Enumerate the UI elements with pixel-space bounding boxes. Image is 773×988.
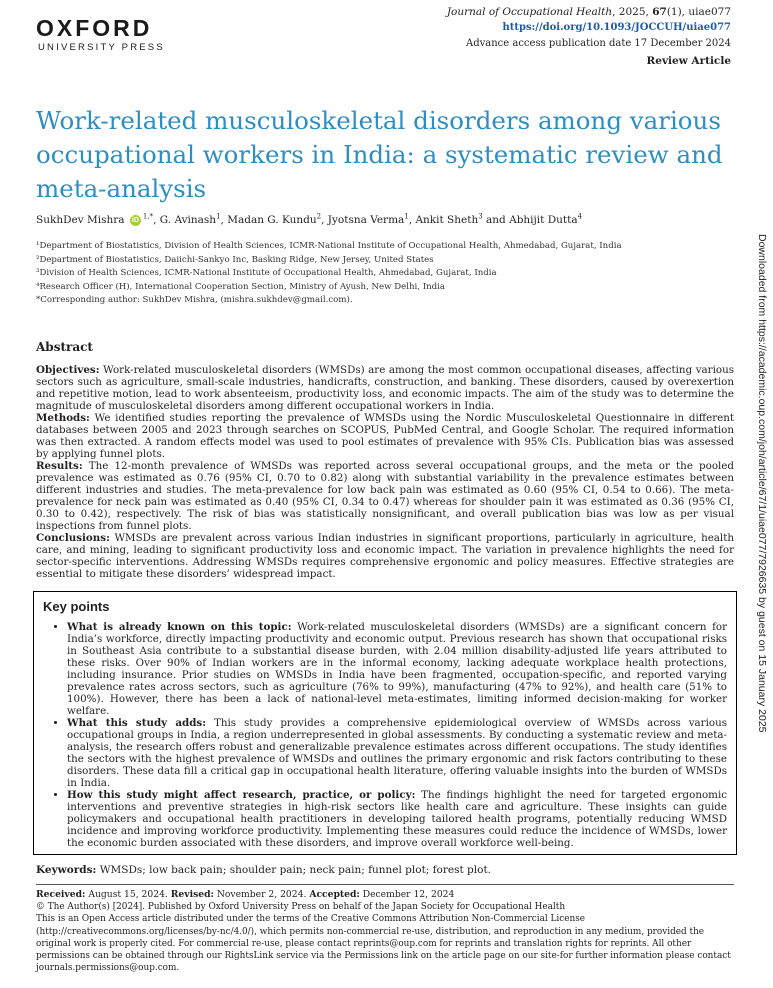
author-list [36,214,582,226]
journal-header [447,4,731,69]
author-separator: , [220,214,228,226]
author-separator: , [408,214,416,226]
affiliation-item: ⁴Research Officer (H), International Cooperation Section, Ministry of Ayush, New Delhi, India [36,281,446,292]
author-affil-sup: 1 [404,212,409,221]
author-name[interactable]: Abhijit Dutta [509,214,578,226]
key-point-text: Work-related musculoskeletal disorders (WMSDs) are a significant concern for India’s workforce, directly impacting productivity and economic output. Previous research has shown that occupational risks in Southeast Asia contribute to a substantial disease burden, with 2.04 million disability-adjusted life years attributed to these risks. Over 90% of Indian workers are in the informal economy, lacking adequate workplace health protections, including insurance. Prior studies on WMSDs in India have been fragmented, occupation-specific, and reported varying prevalence rates across sectors, such as agriculture (76% to 99%), manufacturing (47% to 92%), and health care (51% to 100%). However, there has been a lack of national-level meta-estimates, limiting informed decision-making for worker welfare. [67,621,727,717]
dates-line [36,889,734,901]
journal-year: , 2025, [612,6,653,18]
key-point-item [67,621,727,717]
affiliation-item: ¹Department of Biostatistics, Division of Health Sciences, ICMR-National Institute of Occupational Health, Ahmedabad, Gujarat, India [36,241,622,251]
article-title: Work-related musculoskeletal disorders among various occupational workers in India: a systematic review and meta-analysis [36,106,723,203]
journal-citation [447,4,731,20]
orcid-icon[interactable]: iD [131,216,139,224]
accepted-label: Accepted: [309,889,360,900]
advance-access-date: Advance access publication date 17 December 2024 [466,38,731,49]
author-affil-sup: 2 [316,212,322,221]
abstract-conclusions [36,532,734,580]
author-name[interactable]: Ankit Sheth [415,214,479,226]
journal-name: Journal of Occupational Health [446,6,613,18]
doi-link[interactable]: https://doi.org/10.1093/JOCCUH/uiae077 [502,22,731,33]
keywords-text: WMSDs; low back pain; shoulder pain; neck pain; funnel plot; forest plot. [96,864,492,876]
keywords-label: Keywords: [36,864,97,876]
article-footer [36,884,734,974]
oxford-logo [36,16,165,53]
key-point-text: This study provides a comprehensive epidemiological overview of WMSDs across various occupational groups in India, a region underrepresented in global assessments. By conducting a systematic review and meta-analysis, the research offers robust and generalizable prevalence estimates across different occupations. The study identifies the sectors with the highest prevalence of WMSDs and outlines the primary ergonomic and risk factors contributing to these disorders. These data fill a critical gap in occupational health literature, offering valuable insights into the burden of WMSDs in India. [67,717,727,789]
key-points-heading: Key points [43,599,110,614]
abstract-text: WMSDs are prevalent across various Indian industries in significant proportions, particularly in agriculture, health care, and mining, leading to significant productivity loss and economic impact. The variation in prevalence highlights the need for sector-specific interventions. Addressing WMSDs requires comprehensive ergonomic and policy measures. Effective strategies are essential to mitigate these disorders’ widespread impact. [36,532,734,580]
author-affil-sup: 3 [478,212,483,221]
key-point-item [67,789,727,849]
key-point-label: What this study adds: [67,717,207,729]
abstract-text: Work-related musculoskeletal disorders (WMSDs) are among the most common occupational diseases, affecting various sectors such as agriculture, small-scale industries, handicrafts, construction, and banking. These disorders, caused by overexertion and repetitive motion, lead to work absenteeism, productivity loss, and economic impacts. The aim of the study was to determine the magnitude of musculoskeletal disorders among different occupational workers in India. [36,364,734,412]
keywords [36,864,491,876]
revised-label: Revised: [170,889,214,900]
key-point-label: How this study might affect research, practice, or policy: [67,789,416,801]
key-point-label: What is already known on this topic: [67,621,292,633]
author-and: and [482,214,510,226]
revised-date: November 2, 2024. [213,889,310,900]
abstract-section [36,340,734,580]
download-note: Downloaded from https://academic.oup.com/joh/article/67/1/uiae077/7926635 by guest on 15 January 2025 [756,234,768,733]
logo-main-text: OXFORD [36,15,153,41]
abstract-heading: Abstract [36,340,93,354]
abstract-text: The 12-month prevalence of WMSDs was reported across several occupational groups, and the meta or the pooled prevalence was estimated as 0.76 (95% CI, 0.70 to 0.82) along with substantial variability in the prevalence estimates between different industries and studies. The meta-prevalence for low back pain was estimated as 0.60 (95% CI, 0.54 to 0.66). The meta-prevalence for neck pain was estimated as 0.40 (95% CI, 0.34 to 0.47) whereas for shoulder pain it was estimated as 0.36 (95% CI, 0.30 to 0.42), respectively. The risk of bias was statistically nonsignificant, and overall publication bias was low as per visual inspections from funnel plots. [36,460,734,532]
corresponding-author: *Corresponding author: SukhDev Mishra, (mishra.sukhdev@gmail.com). [36,295,353,305]
key-point-text: The findings highlight the need for targeted ergonomic interventions and preventive strategies in high-risk sectors like health care and agriculture. These insights can guide policymakers and occupational health practitioners in developing tailored health programs, potentially reducing WMSD incidence and improving workforce productivity. Implementing these measures could reduce the incidence of WMSDs, lower the economic burden associated with these disorders, and improve overall workforce well-being. [67,789,728,849]
journal-volume: 67 [652,6,667,18]
received-date: August 15, 2024. [85,889,171,900]
abstract-label: Methods: [36,412,90,424]
article-type: Review Article [646,55,731,67]
author-name[interactable]: Madan G. Kundu [227,214,317,226]
abstract-label: Objectives: [36,364,100,376]
key-points-box [33,591,737,855]
abstract-methods [36,412,734,460]
license-text: This is an Open Access article distributed under the terms of the Creative Commons Attribution Non-Commercial License (http://creativecommons.org/licenses/by-nc/4.0/), which permits non-commercial re-use, distribution, and reproduction in any medium, provided the original work is properly cited. For commercial re-use, please contact reprints@oup.com for reprints and translation rights for reprints. All other permissions can be obtained through our RightsLink service via the Permissions link on the article page on our site-for further information please contact journals.permissions@oup.com. [36,914,731,974]
abstract-results [36,460,734,532]
accepted-date: December 12, 2024 [359,889,455,900]
key-points-list [43,621,727,849]
copyright-line: © The Author(s) [2024]. Published by Oxford University Press on behalf of the Japan Society for Occupational Health [36,902,566,913]
author-affil-sup: 1 [216,212,221,221]
key-point-item [67,717,727,789]
author-separator: , [321,214,328,226]
author-name[interactable]: SukhDev Mishra [36,214,125,226]
abstract-label: Results: [36,460,83,472]
journal-issue: (1), uiae077 [666,6,731,18]
logo-sub-text: UNIVERSITY PRESS [38,42,165,53]
abstract-label: Conclusions: [36,532,110,544]
affiliation-item: ²Department of Biostatistics, Daiichi-Sankyo Inc, Basking Ridge, New Jersey, United States [36,254,434,265]
affiliations [36,240,622,308]
author-affil-sup: 1,* [142,212,154,221]
author-affil-sup: 4 [577,212,583,221]
affiliation-item: ³Division of Health Sciences, ICMR-National Institute of Occupational Health, Ahmedabad, Gujarat, India [36,268,497,278]
received-label: Received: [36,889,86,900]
abstract-objectives [36,364,734,412]
author-separator: , [153,214,160,226]
author-name[interactable]: Jyotsna Verma [327,214,405,226]
author-name[interactable]: G. Avinash [159,214,217,226]
abstract-text: We identified studies reporting the prevalence of WMSDs using the Nordic Musculoskeletal Questionnaire in different databases between 2005 and 2023 through searches on SCOPUS, PubMed Central, and Google Scholar. The required information was then extracted. A random effects model was used to pool estimates of prevalence with 95% CIs. Publication bias was assessed by applying funnel plots. [36,412,734,460]
